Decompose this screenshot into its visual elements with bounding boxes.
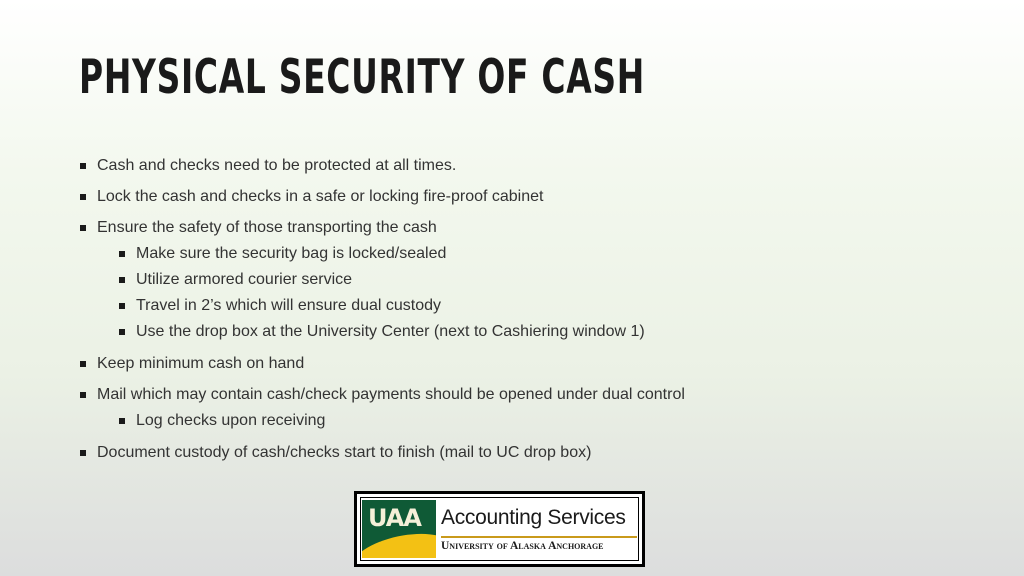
bullet-list — [79, 154, 999, 465]
uaa-mark — [362, 500, 436, 558]
square-bullet-icon — [119, 329, 125, 335]
bullet-text: Cash and checks need to be protected at all times. — [97, 157, 457, 174]
square-bullet-icon — [119, 303, 125, 309]
bullet-item — [79, 441, 999, 465]
sub-bullet-item — [118, 241, 999, 267]
slide-title: PHYSICAL SECURITY OF CASH — [79, 50, 645, 105]
square-bullet-icon — [80, 225, 86, 231]
square-bullet-icon — [80, 392, 86, 398]
sub-bullet-item — [118, 319, 999, 345]
sub-bullet-text: Make sure the security bag is locked/sealed — [136, 245, 447, 262]
university-name: University of Alaska Anchorage — [441, 540, 604, 552]
sub-bullet-item — [118, 293, 999, 319]
bullet-item — [79, 216, 999, 240]
uaa-mark-text: UAA — [368, 504, 421, 532]
square-bullet-icon — [119, 251, 125, 257]
bullet-text: Document custody of cash/checks start to finish (mail to UC drop box) — [97, 444, 592, 461]
department-name: Accounting Services — [441, 506, 626, 529]
sub-bullet-text: Log checks upon receiving — [136, 412, 326, 429]
sub-bullet-list — [79, 241, 999, 345]
bullet-text: Mail which may contain cash/check payments should be opened under dual control — [97, 386, 685, 403]
sub-bullet-item — [118, 267, 999, 293]
bullet-item — [79, 154, 999, 178]
uaa-accounting-logo — [354, 491, 645, 567]
sub-bullet-text: Use the drop box at the University Center (next to Cashiering window 1) — [136, 323, 645, 340]
bullet-text: Ensure the safety of those transporting the cash — [97, 219, 437, 236]
bullet-text: Keep minimum cash on hand — [97, 355, 305, 372]
bullet-item — [79, 352, 999, 376]
sub-bullet-text: Travel in 2’s which will ensure dual custody — [136, 297, 442, 314]
square-bullet-icon — [119, 418, 125, 424]
bullet-text: Lock the cash and checks in a safe or locking fire-proof cabinet — [97, 188, 544, 205]
sub-bullet-text: Utilize armored courier service — [136, 271, 353, 288]
square-bullet-icon — [80, 450, 86, 456]
logo-divider — [441, 536, 637, 538]
square-bullet-icon — [80, 194, 86, 200]
square-bullet-icon — [80, 361, 86, 367]
sub-bullet-list — [79, 408, 999, 434]
square-bullet-icon — [80, 163, 86, 169]
sub-bullet-item — [118, 408, 999, 434]
square-bullet-icon — [119, 277, 125, 283]
bullet-item — [79, 383, 999, 407]
bullet-item — [79, 185, 999, 209]
